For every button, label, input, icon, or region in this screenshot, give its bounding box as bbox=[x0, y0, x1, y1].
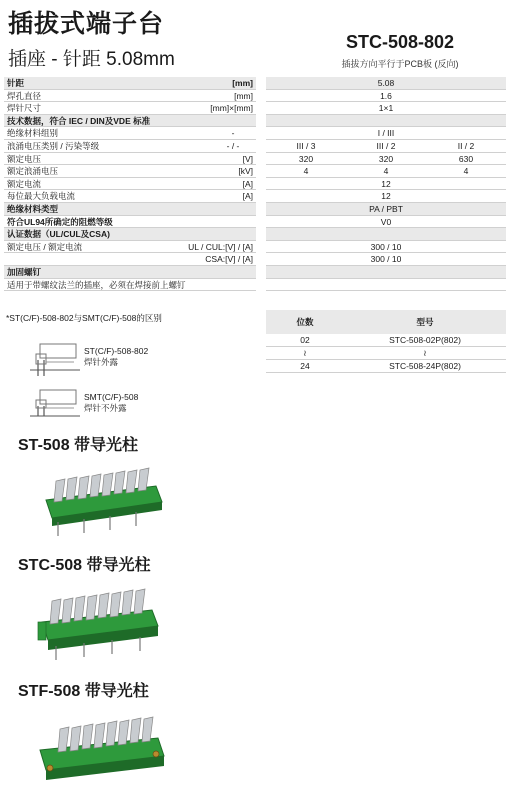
spec-value: II / 2 bbox=[457, 140, 475, 151]
spec-row bbox=[4, 127, 506, 140]
model-number: STC-508-802 bbox=[345, 32, 455, 52]
spec-row bbox=[4, 253, 506, 266]
spec-unit: [V] bbox=[242, 153, 253, 164]
spec-label-cell bbox=[4, 165, 256, 178]
spec-unit: - / - bbox=[226, 140, 240, 151]
spec-row bbox=[4, 178, 506, 191]
spec-unit: [mm]×[mm] bbox=[210, 103, 253, 114]
title: 插拔式端子台 bbox=[8, 10, 165, 38]
spec-unit: CSA:[V] / [A] bbox=[205, 254, 253, 265]
spec-row bbox=[4, 279, 506, 292]
section-title-stf-508: STF-508 带导光柱 bbox=[18, 683, 149, 700]
spec-label-cell bbox=[4, 102, 256, 115]
spec-value: 1×1 bbox=[378, 103, 394, 114]
spec-row bbox=[4, 190, 506, 203]
diagram-label-exposed bbox=[84, 346, 148, 368]
spec-label-cell bbox=[4, 190, 256, 203]
spec-row bbox=[4, 266, 506, 279]
spec-value: 5.08 bbox=[377, 78, 395, 88]
spec-label: 针距 bbox=[7, 78, 25, 88]
spec-label-cell bbox=[4, 115, 256, 128]
subtitle: 插座 - 针距 5.08mm bbox=[8, 49, 175, 70]
spec-label: 焊孔直径 bbox=[7, 90, 42, 101]
spec-value bbox=[266, 228, 506, 240]
part-number: STC-508-02P(802) bbox=[389, 335, 461, 345]
spec-value: V0 bbox=[380, 216, 392, 227]
spec-label bbox=[7, 253, 205, 265]
spec-value-cell bbox=[266, 178, 506, 191]
diagram-model: ST(C/F)-508-802 bbox=[84, 346, 149, 356]
spec-label: 绝缘材料类型 bbox=[7, 203, 59, 214]
spec-label: 额定电流 bbox=[7, 178, 42, 189]
diagram-label-hidden bbox=[84, 392, 138, 414]
spec-value: 12 bbox=[381, 191, 391, 202]
spec-label-cell bbox=[4, 228, 256, 241]
spec-value-cell bbox=[266, 190, 506, 203]
hidden-pin-diagram bbox=[30, 384, 80, 422]
difference-note: *ST(C/F)-508-802与SMT(C/F)-508的区别 bbox=[6, 313, 162, 323]
spec-value-cell bbox=[266, 140, 506, 153]
pin-count: ≀ bbox=[303, 348, 307, 358]
spec-row bbox=[4, 203, 506, 216]
spec-label-cell bbox=[4, 253, 256, 266]
part-number: STC-508-24P(802) bbox=[389, 361, 461, 371]
header-model: 型号 bbox=[416, 317, 434, 327]
spec-unit: [A] bbox=[242, 191, 253, 202]
spec-value-cell bbox=[266, 241, 506, 254]
spec-label-cell bbox=[4, 77, 256, 90]
spec-row bbox=[4, 241, 506, 254]
diagram-desc: 焊针外露 bbox=[84, 357, 119, 367]
spec-value bbox=[266, 279, 506, 291]
spec-value: 300 / 10 bbox=[370, 241, 402, 252]
spec-label: 额定电压 bbox=[7, 153, 42, 164]
spec-value-cell bbox=[266, 266, 506, 279]
table-row bbox=[266, 334, 506, 347]
spec-row bbox=[4, 102, 506, 115]
spec-label: 焊针尺寸 bbox=[7, 103, 42, 114]
spec-label: 适用于带螺纹法兰的插座，必须在焊接前上螺钉 bbox=[7, 279, 186, 290]
spec-value-cell bbox=[266, 115, 506, 128]
spec-label-cell bbox=[4, 90, 256, 103]
spec-unit: [mm] bbox=[234, 90, 253, 101]
spec-value: PA / PBT bbox=[369, 203, 403, 214]
table-row bbox=[266, 360, 506, 373]
spec-value-cell bbox=[266, 102, 506, 115]
spec-label: 额定电压 / 额定电流 bbox=[7, 241, 83, 252]
part-number: ≀ bbox=[423, 348, 427, 358]
pin-count: 02 bbox=[300, 335, 310, 345]
spec-row bbox=[4, 165, 506, 178]
section-title-st-508: ST-508 带导光柱 bbox=[18, 437, 139, 454]
spec-value: 630 bbox=[458, 153, 474, 164]
spec-unit: [kV] bbox=[238, 166, 253, 177]
spec-label: 认证数据（UL/CUL及CSA) bbox=[7, 229, 110, 240]
spec-label-cell bbox=[4, 178, 256, 191]
spec-value-cell bbox=[266, 165, 506, 178]
diagram-model: SMT(C/F)-508 bbox=[84, 392, 139, 402]
spec-row bbox=[4, 115, 506, 128]
stf-508-product-image bbox=[36, 706, 166, 786]
diagram-desc: 焊针不外露 bbox=[84, 403, 127, 413]
spec-value: 4 bbox=[303, 166, 309, 177]
spec-value-cell bbox=[266, 253, 506, 266]
spec-unit: [A] bbox=[242, 178, 253, 189]
section-title-stc-508: STC-508 带导光柱 bbox=[18, 557, 151, 574]
spec-label-cell bbox=[4, 203, 256, 216]
spec-value bbox=[266, 266, 506, 278]
spec-value-cell bbox=[266, 228, 506, 241]
spec-label-cell bbox=[4, 127, 256, 140]
spec-value: 320 bbox=[298, 153, 314, 164]
spec-label-cell bbox=[4, 140, 256, 153]
spec-row bbox=[4, 153, 506, 166]
spec-value-cell bbox=[266, 203, 506, 216]
spec-value: 12 bbox=[381, 178, 391, 189]
spec-label-cell bbox=[4, 216, 256, 229]
spec-value: 4 bbox=[463, 166, 469, 177]
spec-value: III / 3 bbox=[296, 140, 316, 151]
spec-value-cell bbox=[266, 77, 506, 90]
spec-value: 1.6 bbox=[380, 90, 392, 101]
spec-value: 4 bbox=[383, 166, 389, 177]
spec-label: 绝缘材料组别 bbox=[7, 128, 59, 139]
spec-value-cell bbox=[266, 153, 506, 166]
pin-count: 24 bbox=[300, 361, 310, 371]
spec-value-cell bbox=[266, 90, 506, 103]
spec-label: 符合UL94所确定的阻燃等级 bbox=[7, 216, 113, 227]
spec-value: 300 / 10 bbox=[370, 254, 402, 265]
spec-row bbox=[4, 216, 506, 229]
spec-label: 技术数据，符合 IEC / DIN及VDE 标准 bbox=[7, 115, 151, 126]
stc-508-product-image bbox=[36, 582, 166, 662]
pin-count-table bbox=[266, 310, 506, 373]
spec-value bbox=[266, 115, 506, 127]
spec-value: 320 bbox=[378, 153, 394, 164]
spec-label: 额定浪涌电压 bbox=[7, 166, 59, 177]
spec-row bbox=[4, 140, 506, 153]
spec-label: 每位最大负载电流 bbox=[7, 191, 76, 202]
header-pins: 位数 bbox=[296, 317, 314, 327]
spec-value: III / 2 bbox=[376, 140, 396, 151]
table-row bbox=[266, 347, 506, 360]
spec-table bbox=[4, 77, 506, 291]
spec-label-cell bbox=[4, 241, 256, 254]
spec-value-cell bbox=[266, 216, 506, 229]
exposed-pin-diagram bbox=[30, 340, 80, 378]
pin-table-header bbox=[266, 310, 506, 334]
spec-label-cell bbox=[4, 279, 256, 292]
spec-label: 加固螺钉 bbox=[7, 266, 42, 277]
spec-row bbox=[4, 77, 506, 90]
spec-value: I / III bbox=[377, 128, 395, 139]
spec-unit: - bbox=[231, 128, 235, 139]
spec-unit: UL / CUL:[V] / [A] bbox=[188, 241, 253, 252]
spec-value-cell bbox=[266, 279, 506, 292]
spec-value-cell bbox=[266, 127, 506, 140]
model-note: 插拔方向平行于PCB板 (反向) bbox=[341, 59, 459, 69]
spec-label-cell bbox=[4, 266, 256, 279]
spec-row bbox=[4, 228, 506, 241]
st-508-product-image bbox=[36, 462, 166, 542]
spec-label-cell bbox=[4, 153, 256, 166]
spec-unit: [mm] bbox=[232, 78, 253, 88]
spec-row bbox=[4, 90, 506, 103]
spec-label: 浪涌电压类别 / 污染等级 bbox=[7, 140, 100, 151]
